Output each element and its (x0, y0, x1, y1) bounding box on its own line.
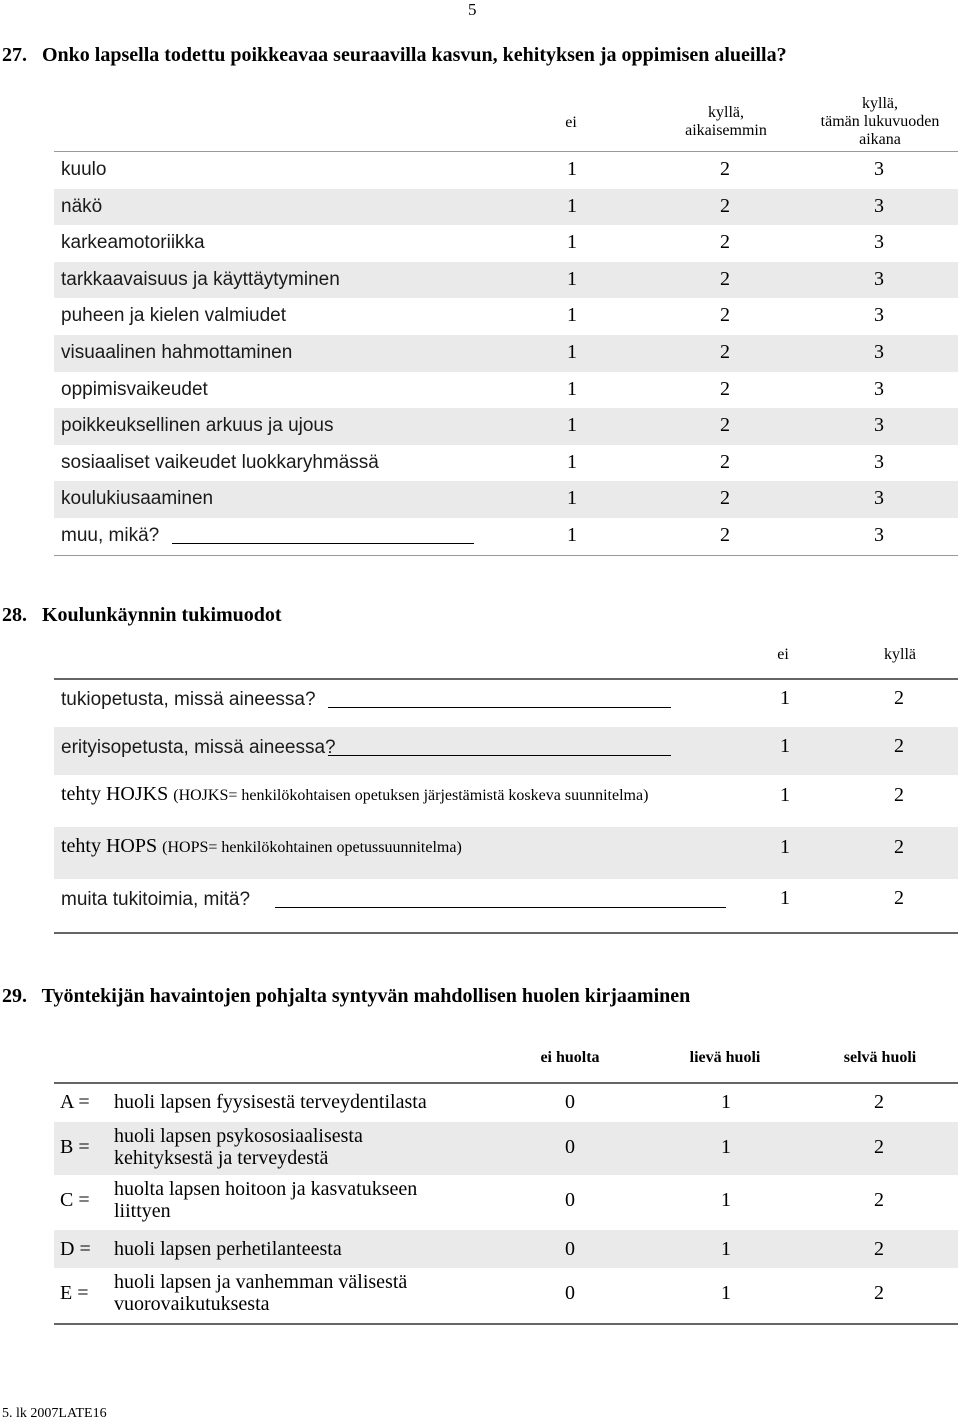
table-rule (54, 1323, 958, 1325)
write-in-line[interactable] (275, 889, 726, 908)
answer-option-v2[interactable]: 2 (894, 784, 904, 806)
table-row (54, 1083, 958, 1122)
row-label (61, 835, 462, 858)
row-label (114, 1091, 427, 1113)
answer-option-v1[interactable]: 1 (567, 377, 577, 400)
row-label-line: liittyen (114, 1200, 171, 1222)
page-number: 5 (468, 0, 477, 19)
answer-option-v1[interactable]: 0 (565, 1136, 575, 1158)
header-line: tämän lukuvuoden (820, 113, 940, 130)
footer-code: 5. lk 2007LATE16 (2, 1406, 107, 1421)
table-row (54, 225, 958, 262)
answer-option-v2[interactable]: 1 (721, 1189, 731, 1211)
question-number: 29. (2, 985, 27, 1007)
row-label (61, 689, 316, 711)
table-row (54, 827, 958, 879)
row-note: (HOJKS= henkilökohtaisen opetuksen järjestämistä koskeva suunnitelma) (173, 787, 649, 804)
row-label-line: kehityksestä ja terveydestä (114, 1147, 329, 1169)
answer-option-v1[interactable]: 1 (567, 194, 577, 217)
question-title: Työntekijän havaintojen pohjalta syntyvän mahdollisen huolen kirjaaminen (41, 985, 691, 1007)
answer-option-v3[interactable]: 3 (874, 414, 884, 437)
answer-option-v3[interactable]: 2 (874, 1238, 884, 1260)
row-key: A = (60, 1091, 90, 1113)
answer-option-v2[interactable]: 2 (894, 836, 904, 858)
table-row (54, 1230, 958, 1268)
answer-option-v2[interactable]: 1 (721, 1282, 731, 1304)
write-in-line[interactable] (172, 525, 474, 544)
answer-option-v1[interactable]: 1 (567, 450, 577, 473)
write-in-line[interactable] (328, 737, 671, 756)
row-label: poikkeuksellinen arkuus ja ujous (61, 415, 334, 437)
column-header-ei-huolta: ei huolta (540, 1049, 600, 1066)
answer-option-v1[interactable]: 1 (567, 267, 577, 290)
row-label: näkö (61, 195, 103, 217)
table-row (54, 372, 958, 409)
table-row (54, 1268, 958, 1323)
table-row (54, 879, 958, 932)
header-line: kyllä, (862, 95, 898, 112)
answer-option-v2[interactable]: 2 (894, 887, 904, 909)
question-title: Koulunkäynnin tukimuodot (42, 604, 282, 626)
row-label-line: huoli lapsen psykososiaalisesta (114, 1125, 363, 1147)
answer-option-v1[interactable]: 1 (780, 887, 790, 909)
answer-option-v3[interactable]: 3 (874, 304, 884, 327)
row-label-line: huoli lapsen perhetilanteesta (114, 1238, 342, 1260)
answer-option-v1[interactable]: 1 (780, 687, 790, 709)
column-header-kylla: kyllä (884, 646, 916, 663)
row-label (114, 1178, 417, 1222)
row-label-text: tukiopetusta, missä aineessa? (61, 689, 316, 710)
row-label: karkeamotoriikka (61, 232, 205, 254)
row-note: (HOPS= henkilökohtainen opetussuunnitelma) (162, 839, 462, 856)
answer-option-v1[interactable]: 1 (567, 414, 577, 437)
question-29-heading (2, 985, 690, 1008)
table-row (54, 727, 958, 775)
row-key: D = (60, 1238, 91, 1260)
answer-option-v3[interactable]: 3 (874, 267, 884, 290)
answer-option-v3[interactable]: 2 (874, 1136, 884, 1158)
answer-option-v2[interactable]: 2 (720, 304, 730, 327)
answer-option-v2[interactable]: 2 (720, 450, 730, 473)
answer-option-v2[interactable]: 2 (720, 158, 730, 180)
row-label: tarkkaavaisuus ja käyttäytyminen (61, 268, 340, 290)
answer-option-v1[interactable]: 1 (567, 341, 577, 363)
column-header-ei: ei (777, 646, 789, 663)
row-label: koulukiusaaminen (61, 488, 214, 510)
table-row (54, 335, 958, 372)
row-label (114, 1125, 363, 1169)
answer-option-v1[interactable]: 1 (780, 836, 790, 858)
row-label: sosiaaliset vaikeudet luokkaryhmässä (61, 451, 379, 473)
answer-option-v3[interactable]: 3 (874, 524, 884, 546)
table-rule (54, 932, 958, 934)
row-label-text: erityisopetusta, missä aineessa? (61, 737, 336, 758)
answer-option-v1[interactable]: 0 (565, 1189, 575, 1211)
answer-option-v1[interactable]: 0 (565, 1238, 575, 1260)
answer-option-v1[interactable]: 0 (565, 1282, 575, 1304)
header-line: kyllä, (708, 104, 744, 121)
table-row (54, 481, 958, 518)
row-label: oppimisvaikeudet (61, 378, 208, 400)
table-row (54, 152, 958, 189)
column-header-ei: ei (565, 114, 577, 131)
answer-option-v1[interactable]: 1 (567, 524, 577, 546)
table-row (54, 518, 958, 555)
column-header-selva-huoli: selvä huoli (843, 1049, 917, 1066)
table-row (54, 1122, 958, 1175)
answer-option-v3[interactable]: 2 (874, 1091, 884, 1113)
row-label (114, 1238, 342, 1260)
answer-option-v3[interactable]: 3 (874, 158, 884, 180)
table-row (54, 189, 958, 226)
row-label: puheen ja kielen valmiudet (61, 305, 286, 327)
row-label-text: tehty HOPS (61, 835, 158, 857)
answer-option-v2[interactable]: 2 (894, 735, 904, 757)
table-row (54, 775, 958, 827)
answer-option-v2[interactable]: 2 (720, 414, 730, 437)
answer-option-v2[interactable]: 2 (720, 194, 730, 217)
table-row (54, 679, 958, 727)
column-header-lieva-huoli: lievä huoli (689, 1049, 761, 1066)
question-number: 28. (2, 604, 27, 626)
question-number: 27. (2, 44, 27, 66)
question-title: Onko lapsella todettu poikkeavaa seuraavilla kasvun, kehityksen ja oppimisen alueilla? (42, 44, 787, 66)
row-label-line: huolta lapsen hoitoon ja kasvatukseen (114, 1178, 418, 1200)
row-label (114, 1271, 407, 1315)
row-label-text: muita tukitoimia, mitä? (61, 889, 251, 910)
question-28-heading (2, 604, 282, 627)
answer-option-v3[interactable]: 3 (874, 487, 884, 510)
answer-option-v2[interactable]: 2 (894, 687, 904, 709)
table-row (54, 1175, 958, 1230)
answer-option-v1[interactable]: 1 (567, 158, 577, 180)
answer-option-v1[interactable]: 0 (565, 1091, 575, 1113)
answer-option-v3[interactable]: 2 (874, 1282, 884, 1304)
header-line: aikana (859, 131, 901, 148)
table-row (54, 298, 958, 335)
row-key: B = (60, 1136, 90, 1158)
answer-option-v3[interactable]: 2 (874, 1189, 884, 1211)
question-27-heading (2, 44, 787, 67)
answer-option-v3[interactable]: 3 (874, 377, 884, 400)
table-row (54, 408, 958, 445)
row-label (61, 783, 648, 806)
row-label (61, 737, 336, 759)
answer-option-v3[interactable]: 3 (874, 450, 884, 473)
answer-option-v2[interactable]: 1 (721, 1091, 731, 1113)
table-row (54, 262, 958, 299)
row-label: kuulo (61, 159, 107, 180)
answer-option-v2[interactable]: 2 (720, 267, 730, 290)
row-label-line: huoli lapsen fyysisestä terveydentilasta (114, 1091, 427, 1113)
answer-option-v2[interactable]: 2 (720, 231, 730, 254)
answer-option-v2[interactable]: 2 (720, 524, 730, 546)
table-rule (54, 555, 958, 556)
column-header-kylla-tama-lukuvuosi (805, 95, 955, 149)
answer-option-v3[interactable]: 3 (874, 231, 884, 254)
answer-option-v2[interactable]: 2 (720, 487, 730, 510)
answer-option-v2[interactable]: 1 (721, 1238, 731, 1260)
answer-option-v1[interactable]: 1 (567, 304, 577, 327)
answer-option-v3[interactable]: 3 (874, 194, 884, 217)
column-header-kylla-aikaisemmin (666, 104, 786, 140)
row-label: muu, mikä? (61, 525, 160, 546)
answer-option-v1[interactable]: 1 (780, 784, 790, 806)
answer-option-v1[interactable]: 1 (780, 735, 790, 757)
answer-option-v2[interactable]: 1 (721, 1136, 731, 1158)
row-key: C = (60, 1189, 90, 1211)
answer-option-v2[interactable]: 2 (720, 341, 730, 363)
table-row (54, 445, 958, 482)
header-line: aikaisemmin (685, 122, 767, 139)
row-label-line: huoli lapsen ja vanhemman välisestä (114, 1271, 408, 1293)
answer-option-v1[interactable]: 1 (567, 487, 577, 510)
row-label-line: vuorovaikutuksesta (114, 1293, 270, 1315)
answer-option-v1[interactable]: 1 (567, 231, 577, 254)
row-label (61, 889, 250, 911)
row-label-text: tehty HOJKS (61, 783, 169, 805)
answer-option-v3[interactable]: 3 (874, 341, 884, 363)
row-label: visuaalinen hahmottaminen (61, 342, 293, 363)
answer-option-v2[interactable]: 2 (720, 377, 730, 400)
write-in-line[interactable] (328, 689, 671, 708)
row-key: E = (60, 1282, 89, 1304)
